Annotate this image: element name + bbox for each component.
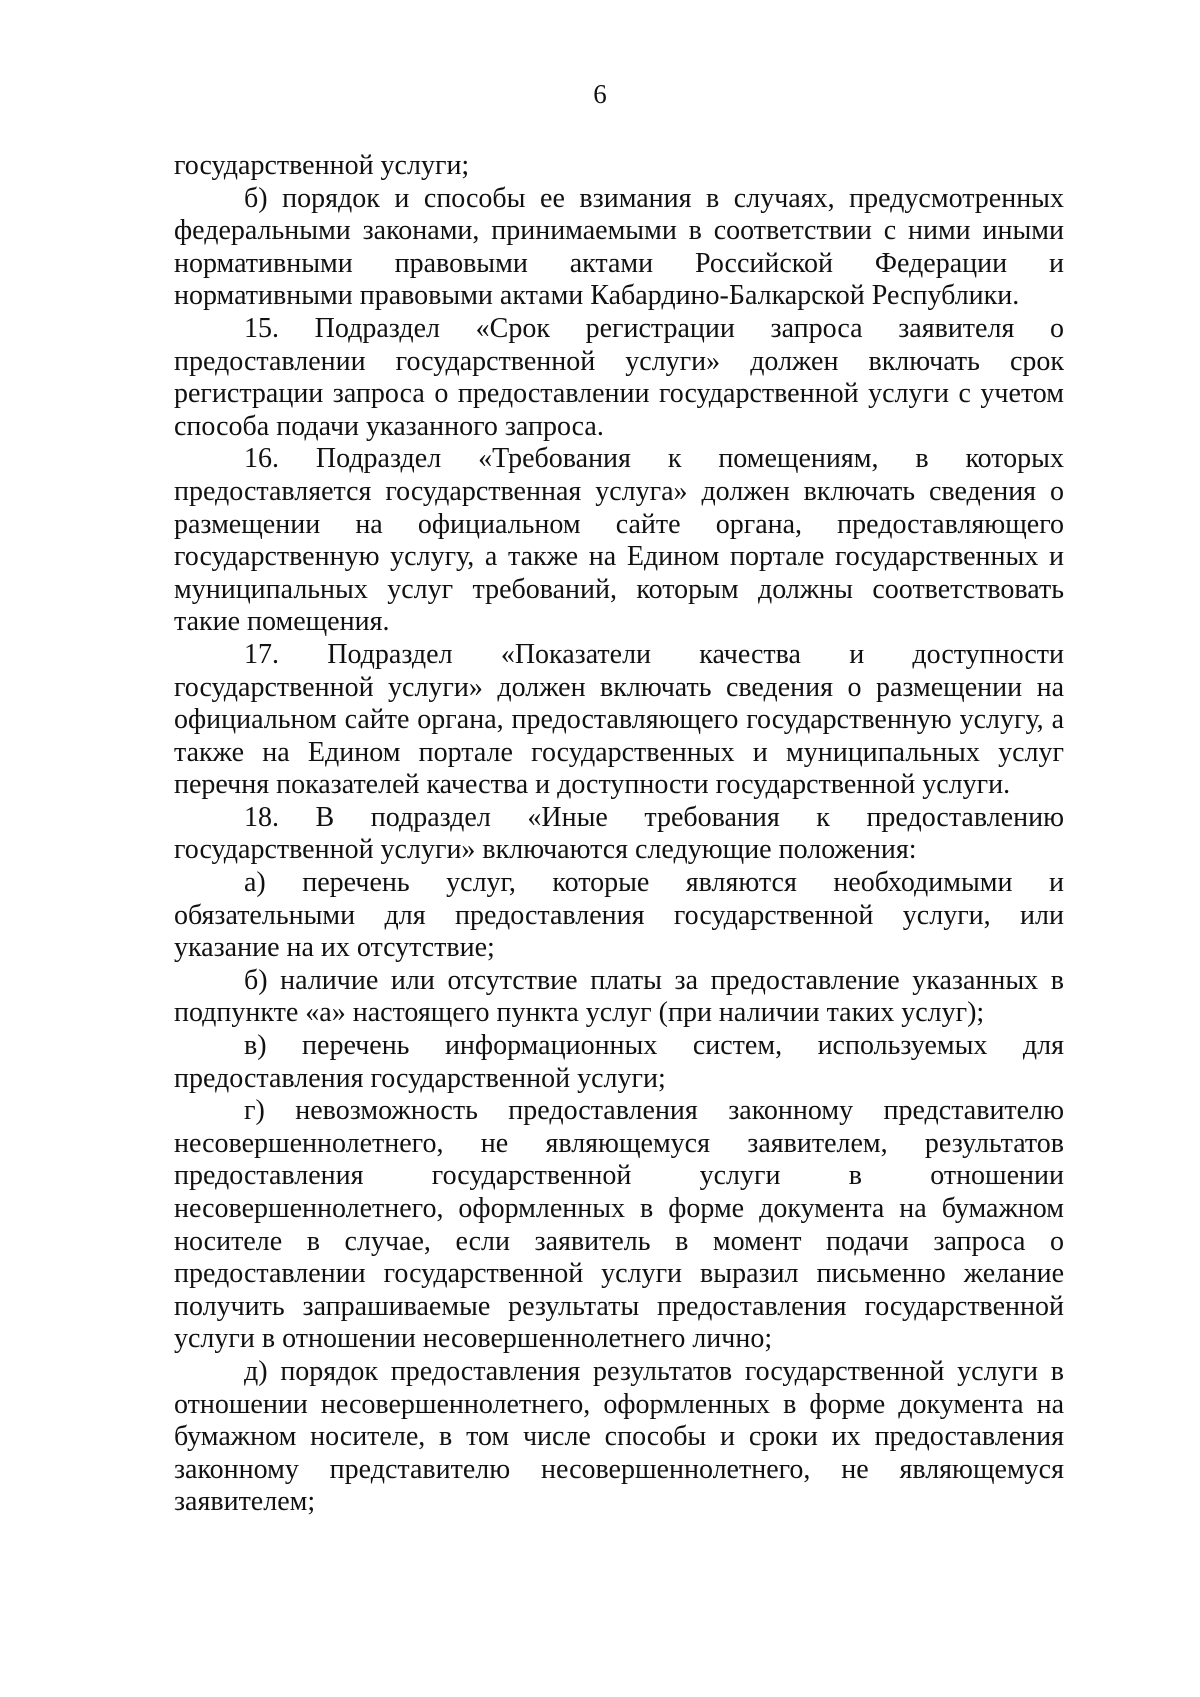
- document-body: [174, 150, 1064, 1519]
- paragraph-18: 18. В подраздел «Иные требования к предоставлению государственной услуги» включаются следующие положения:: [174, 801, 1064, 866]
- paragraph-15: 15. Подраздел «Срок регистрации запроса заявителя о предоставлении государственной услуги» должен включать срок регистрации запроса о предоставлении государственной услуги с учетом способа подачи указанного запроса.: [174, 312, 1064, 442]
- paragraph-18g: г) невозможность предоставления законному представителю несовершеннолетнего, не являющемуся заявителем, результатов предоставления государственной услуги в отношении несовершеннолетнего, оформленных в форме документа на бумажном носителе в случае, если заявитель в момент подачи запроса о предоставлении государственной услуги выразил письменно желание получить запрашиваемые результаты предоставления государственной услуги в отношении несовершеннолетнего лично;: [174, 1095, 1064, 1355]
- page-number: 6: [593, 79, 607, 109]
- paragraph-16: 16. Подраздел «Требования к помещениям, в которых предоставляется государственная услуга» должен включать сведения о размещении на официальном сайте органа, предоставляющего государственную услугу, а также на Едином портале государственных и муниципальных услуг требований, которым должны соответствовать такие помещения.: [174, 443, 1064, 638]
- paragraph-continuation: государственной услуги;: [174, 150, 470, 181]
- paragraph-18v: в) перечень информационных систем, используемых для предоставления государственной услуги;: [174, 1030, 1064, 1094]
- paragraph-18a: а) перечень услуг, которые являются необходимыми и обязательными для предоставления государственной услуги, или указание на их отсутствие;: [174, 867, 1064, 964]
- paragraph-18d: д) порядок предоставления результатов государственной услуги в отношении несовершеннолетнего, оформленных в форме документа на бумажном носителе, в том числе способы и сроки их предоставления законному представителю несовершеннолетнего, не являющемуся заявителем;: [174, 1355, 1064, 1518]
- paragraph-17: 17. Подраздел «Показатели качества и доступности государственной услуги» должен включать сведения о размещении на официальном сайте органа, предоставляющего государственную услугу, а также на Едином портале государственных и муниципальных услуг перечня показателей качества и доступности государственной услуги.: [174, 638, 1064, 801]
- paragraph-18b: б) наличие или отсутствие платы за предоставление указанных в подпункте «а» настоящего пункта услуг (при наличии таких услуг);: [174, 964, 1064, 1029]
- paragraph-14b: б) порядок и способы ее взимания в случаях, предусмотренных федеральными законами, принимаемыми в соответствии с ними иными нормативными правовыми актами Российской Федерации и нормативными правовыми актами Кабардино-Балкарской Республики.: [174, 182, 1064, 312]
